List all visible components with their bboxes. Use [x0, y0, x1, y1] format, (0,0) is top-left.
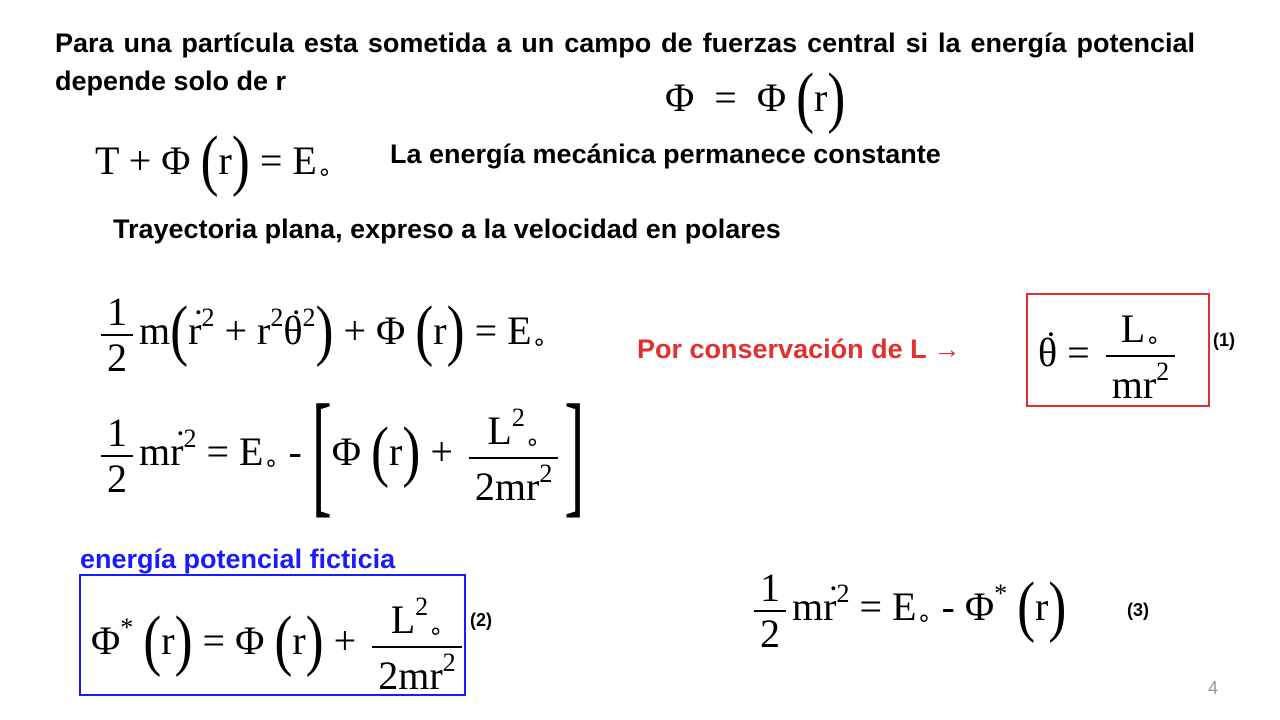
conservation-text: Por conservación de L → — [637, 334, 961, 364]
equation-kinetic-polar: $\frac{1}{2}$ m(r $.^2 + r^2\theta$ .$^2$) + Φ $(r) = E_\circ$ — [95, 292, 547, 378]
page-number: 4 — [1208, 678, 1219, 698]
equation-final: $\frac{1}{2}$ mr $.^2 = E_\circ - \Phi^*$ (r) — [748, 568, 1066, 654]
mechanical-energy-text: La energía mecánica permanece constante — [390, 139, 941, 169]
intro-paragraph: Para una partícula esta sometida a un campo de fuerzas central si la energía potencial depende solo de r — [55, 28, 1195, 96]
equation-tag-1: (1) — [1213, 330, 1235, 350]
equation-radial-energy: $\frac{1}{2}$ mr $.^2 = E_\circ - [\Phi$ (r) + $\frac{L^2_\circ}{2mr^2}$ ] — [95, 405, 584, 507]
phi-star-boxed-equation: Φ* (r) = Φ (r) + $\frac{L^2_\circ}{2mr^2}$ — [79, 574, 466, 696]
equation-phi-of-r: Φ = Φ (r) — [665, 59, 846, 135]
theta-dot-boxed-equation: θ . = $\frac{L_\circ}{mr^2}$ — [1026, 293, 1210, 407]
equation-energy-conservation: T + Φ $(r) = E_\circ$ — [95, 122, 332, 198]
fictitious-potential-label: energía potencial ficticia — [80, 544, 396, 574]
fraction-one-half: $\frac{1}{2}$ — [101, 292, 133, 378]
equation-tag-3: (3) — [1127, 600, 1149, 620]
equation-tag-2: (2) — [470, 610, 492, 630]
trajectory-text: Trayectoria plana, expreso a la velocidad en polares — [113, 214, 781, 244]
